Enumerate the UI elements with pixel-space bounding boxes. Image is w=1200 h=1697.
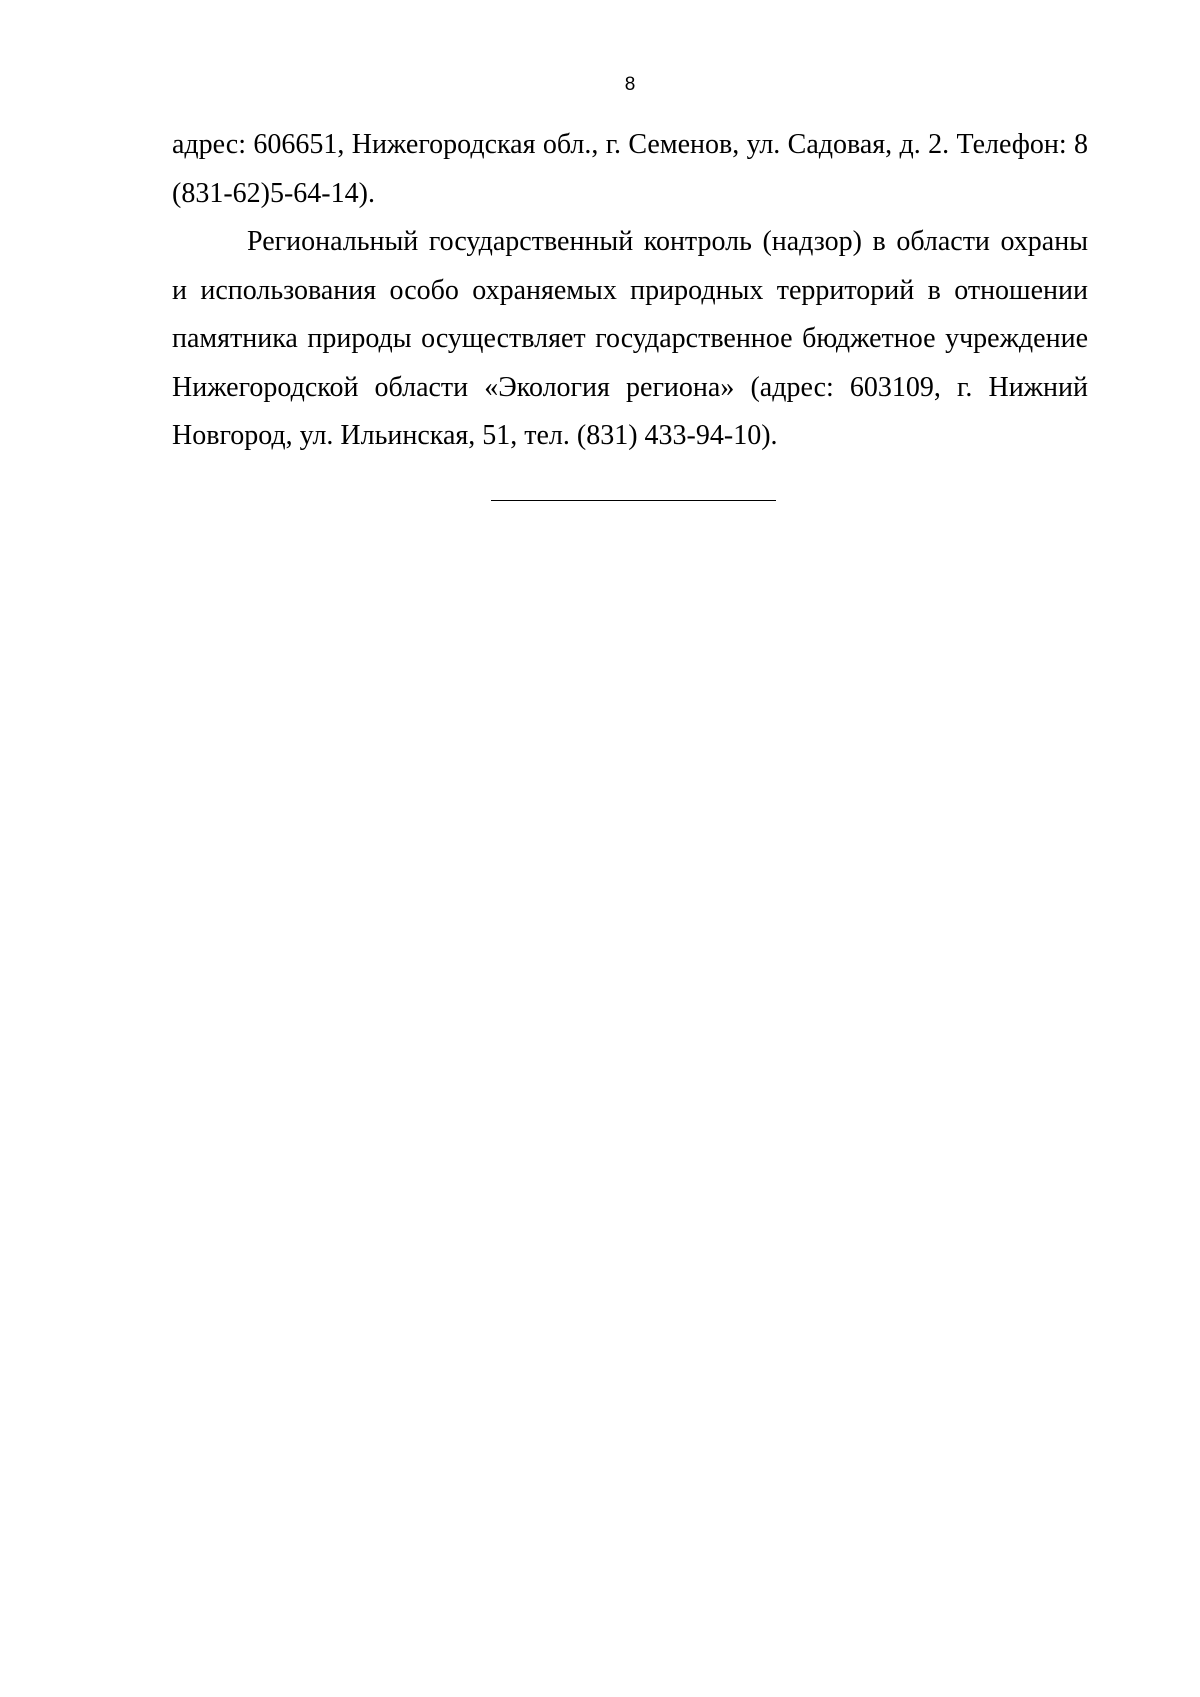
end-separator-line <box>491 500 776 501</box>
paragraph-line: Нижегородской области «Экология региона» (адрес: 603109, г. Нижний <box>172 371 1088 403</box>
paragraph-line: памятника природы осуществляет государственное бюджетное учреждение <box>172 323 1088 354</box>
paragraph-line: Телефон: 8 (831-62)5-64-14). <box>172 129 1089 209</box>
control-paragraph <box>172 218 1088 461</box>
paragraph-line: Новгород, ул. Ильинская, 51, тел. (831) 433-94-10). <box>172 420 778 451</box>
address-paragraph <box>172 121 1088 218</box>
paragraph-line: и использования особо охраняемых природных территорий в отношении <box>172 274 1088 306</box>
paragraph-line: адрес: 606651, Нижегородская обл., г. Семенов, ул. Садовая, д. 2. <box>172 129 950 160</box>
document-body <box>172 121 1088 461</box>
page-number: 8 <box>624 74 636 95</box>
paragraph-line: Региональный государственный контроль (надзор) в области охраны <box>247 226 1088 257</box>
